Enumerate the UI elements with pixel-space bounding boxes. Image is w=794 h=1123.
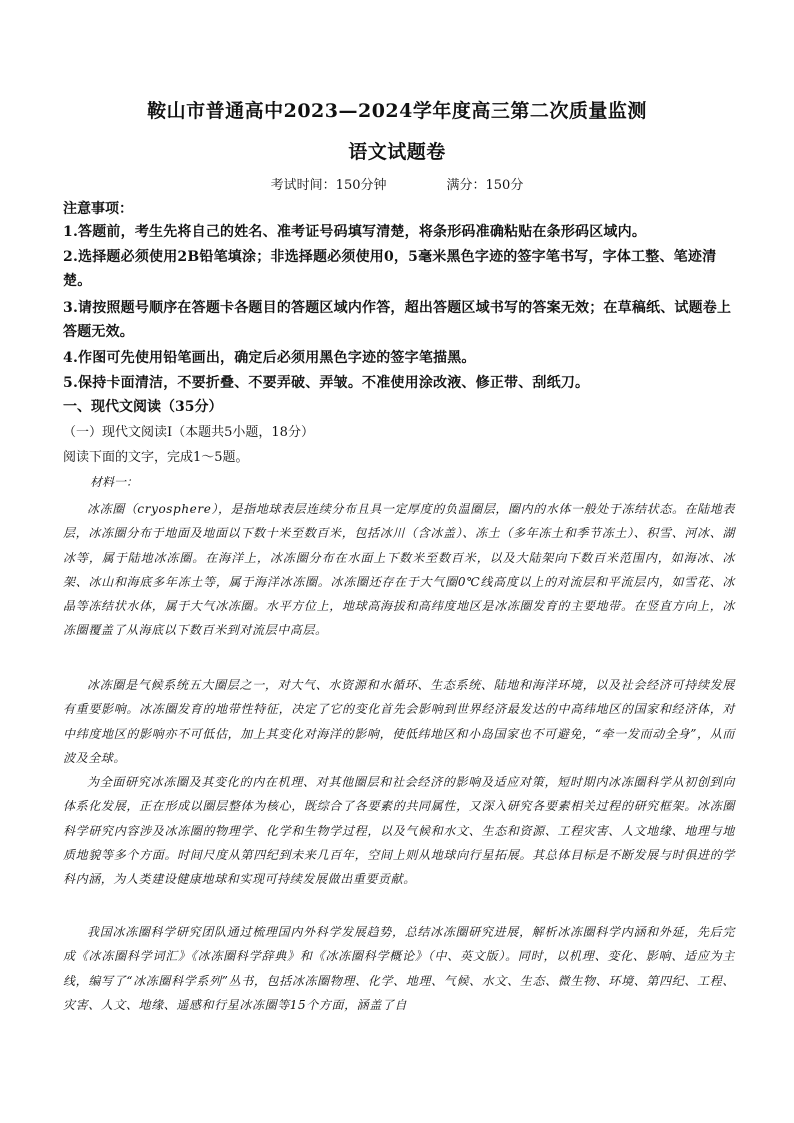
exam-time: 考试时间：150分钟 bbox=[270, 178, 387, 193]
exam-title: 鞍山市普通高中2023—2024学年度高三第二次质量监测 bbox=[147, 100, 647, 122]
note-item: 2.选择题必须使用2B铅笔填涂；非选择题必须使用0，5毫米黑色字迹的签字笔书写，字体工整、笔迹清楚。 bbox=[63, 249, 717, 289]
note-item: 5.保持卡面清洁，不要折叠、不要弄破、弄皱。不准使用涂改液、修正带、刮纸刀。 bbox=[63, 375, 590, 391]
paragraph: 为全面研究冰冻圈及其变化的内在机理、对其他圈层和社会经济的影响及适应对策，短时期内冰冻圈科学从初创到向体系化发展，正在形成以圈层整体为核心，既综合了各要素的共同属性，又深入研究各要素相关过程的研究框架。冰冻圈科学研究内容涉及冰冻圈的物理学、化学和生物学过程，以及气候和水文、生态和资源、工程灾害、人文地缘、地理与地质地貌等多个方面。时间尺度从第四纪到未来几百年，空间上则从地球向行星拓展。其总体目标是不断发展与时俱进的学科内涵，为人类建设健康地球和实现可持续发展做出重要贡献。 bbox=[63, 775, 735, 887]
paragraph: 冰冻圈（cryosphere），是指地球表层连续分布且具一定厚度的负温圈层，圈内的水体一般处于冻结状态。在陆地表层，冰冻圈分布于地面及地面以下数十米至数百米，包括冰川（含冰盖）、冻土（多年冻土和季节冻土）、积雪、河冰、湖冰等，属于陆地冰冻圈。在海洋上，冰冻圈分布在水面上下数米至数百米，以及大陆架向下数百米范围内，如海冰、冰架、冰山和海底多年冻土等，属于海洋冰冻圈。冰冻圈还存在于大气圈0℃线高度以上的对流层和平流层内，如雪花、冰晶等冻结状水体，属于大气冰冻圈。水平方位上，地球高海拔和高纬度地区是冰冻圈发育的主要地带。在竖直方向上，冰冻圈覆盖了从海底以下数百米到对流层中高层。 bbox=[63, 502, 735, 638]
paragraph: 我国冰冻圈科学研究团队通过梳理国内外科学发展趋势，总结冰冻圈研究进展，解析冰冻圈科学内涵和外延，先后完成《冰冻圈科学词汇》《冰冻圈科学辞典》和《冰冻圈科学概论》（中、英文版）。同时，以机理、变化、影响、适应为主线，编写了“冰冻圈科学系列”丛书，包括冰冻圈物理、化学、地理、气候、水文、生态、微生物、环境、第四纪、工程、灾害、人文、地缘、遥感和行星冰冻圈等15个方面，涵盖了自 bbox=[63, 925, 735, 1012]
notes-heading: 注意事项： bbox=[63, 201, 133, 217]
section-title: 一、现代文阅读（35分） bbox=[63, 399, 223, 415]
exam-score: 满分：150分 bbox=[446, 178, 524, 193]
paragraph: 冰冻圈是气候系统五大圈层之一，对大气、水资源和水循环、生态系统、陆地和海洋环境，以及社会经济可持续发展有重要影响。冰冻圈发育的地带性特征，决定了它的变化首先会影响到世界经济最发达的中高纬地区的国家和经济体，对中纬度地区的影响亦不可低估，加上其变化对海洋的影响，使低纬地区和小岛国家也不可避免，“牵一发而动全身”，从而波及全球。 bbox=[63, 678, 735, 765]
note-item: 4.作图可先使用铅笔画出，确定后必须用黑色字迹的签字笔描黑。 bbox=[63, 350, 476, 366]
note-item: 3.请按照题号顺序在答题卡各题目的答题区域内作答，超出答题区域书写的答案无效；在草稿纸、试题卷上答题无效。 bbox=[63, 300, 732, 340]
reading-instruction: 阅读下面的文字，完成1～5题。 bbox=[63, 450, 249, 465]
exam-subtitle: 语文试题卷 bbox=[348, 141, 446, 163]
note-item: 1.答题前，考生先将自己的姓名、准考证号码填写清楚，将条形码准确粘贴在条形码区域内。 bbox=[63, 224, 647, 240]
section-subtitle: （一）现代文阅读Ⅰ（本题共5小题，18分） bbox=[63, 425, 314, 440]
material-label: 材料一： bbox=[90, 475, 139, 489]
exam-info bbox=[0, 174, 794, 193]
